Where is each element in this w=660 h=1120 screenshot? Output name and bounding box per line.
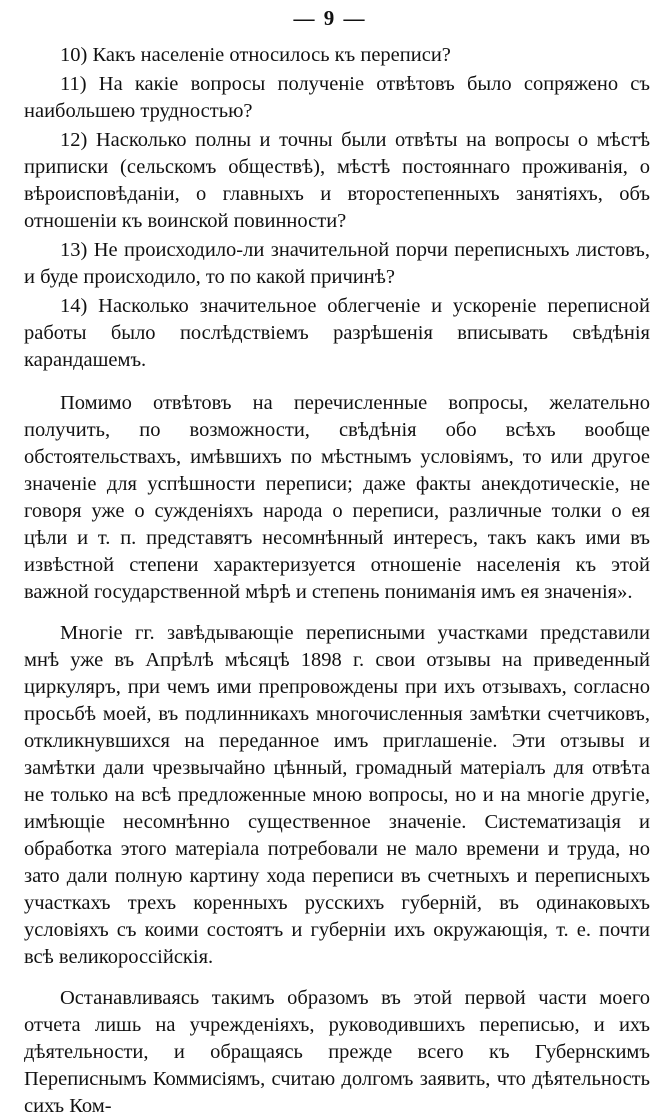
question-item-14: 14) Насколько значительное облегченіе и ускореніе переписной работы было послѣдствіемъ разрѣшенія вписывать свѣдѣнія карандашемъ. — [24, 295, 650, 371]
paragraph-census-circumstances: Помимо отвѣтовъ на перечисленные вопросы, желательно получить, по возможности, свѣдѣнія обо всѣхъ вообще обстоятельствахъ, имѣвшихъ по мѣстнымъ условіямъ, то или другое значеніе для успѣшности переписи; даже факты анекдотическіе, не говоря уже о сужденіяхъ народа о переписи, различные толки о ея цѣли и т. п. представятъ несомнѣнный интересъ, такъ какъ ими въ извѣстной степени характеризуется отношеніе населенія къ этой важной государственной мѣрѣ и степень пониманія имъ ея значенія». — [24, 392, 650, 603]
question-item-11: 11) На какіе вопросы полученіе отвѣтовъ было сопряжено съ наибольшею трудностью? — [24, 73, 650, 122]
question-item-10: 10) Какъ населеніе относилось къ переписи? — [60, 44, 451, 66]
page-number: — 9 — — [293, 6, 367, 30]
question-item-13: 13) Не происходило-ли значительной порчи переписныхъ листовъ, и буде происходило, то по какой причинѣ? — [24, 239, 650, 288]
paragraph-supervisors-reports: Многіе гг. завѣдывающіе переписными участками представили мнѣ уже въ Апрѣлѣ мѣсяцѣ 1898 г. свои отзывы на приведенный циркуляръ, при чемъ ими препровождены при ихъ отзывахъ, согласно просьбѣ моей, въ подлинникахъ многочисленныя замѣтки счетчиковъ, откликнувшихся на переданное имъ приглашеніе. Эти отзывы и замѣтки дали чрезвычайно цѣнный, громадный матеріалъ для отвѣта не только на всѣ предложенные мною вопросы, но и на многіе другіе, имѣющіе несомнѣнно существенное значеніе. Систематизація и обработка этого матеріала потребовали не мало времени и труда, но зато дали полную картину хода переписи въ счетныхъ и переписныхъ участкахъ трехъ коренныхъ русскихъ губерній, въ одинаковыхъ условіяхъ съ коими состоятъ и губерніи ихъ окружающія, т. е. почти всѣ великороссійскія. — [24, 622, 650, 968]
paragraph-provincial-commissions: Останавливаясь такимъ образомъ въ этой первой части моего отчета лишь на учрежденіяхъ, руководившихъ переписью, и ихъ дѣятельности, и обращаясь прежде всего къ Губернскимъ Переписнымъ Коммисіямъ, считаю долгомъ заявить, что дѣятельность сихъ Ком- — [24, 987, 650, 1117]
question-item-12: 12) Насколько полны и точны были отвѣты на вопросы о мѣстѣ приписки (сельскомъ обществѣ), мѣстѣ постояннаго проживанія, о вѣроисповѣданіи, о главныхъ и второстепенныхъ занятіяхъ, объ отношеніи къ воинской повинности? — [24, 129, 650, 232]
page-body — [24, 42, 650, 1120]
